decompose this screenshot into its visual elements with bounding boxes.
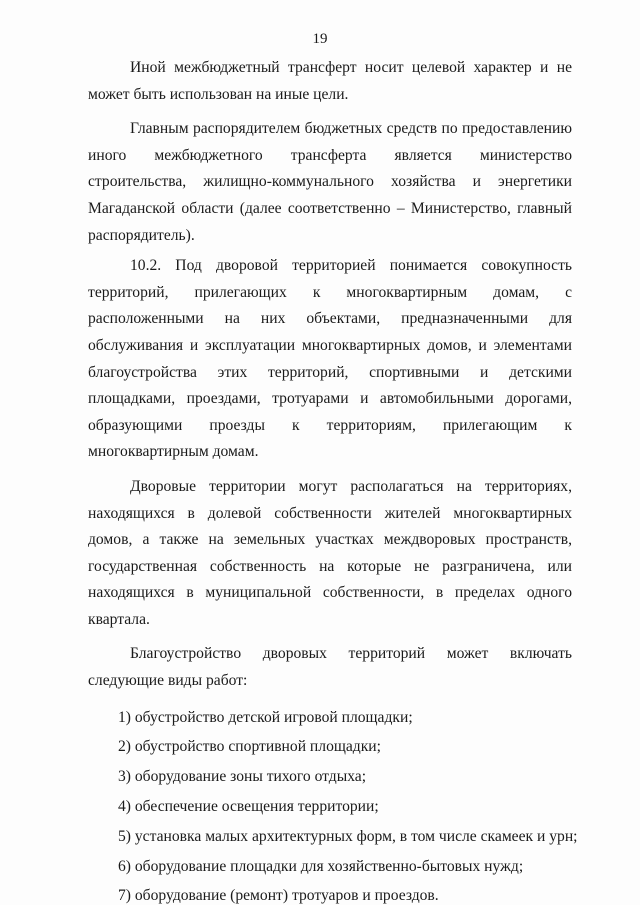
list-item: 2) обустройство спортивной площадки; [118,738,381,756]
list-item: 5) установка малых архитектурных форм, в том числе скамеек и урн; [118,827,578,845]
paragraph-main-administrator: Главным распорядителем бюджетных средств по предоставлению иного межбюджетного трансферта является министерство строительства, жилищно-коммунального хозяйства и энергетики Магаданской области (далее соответственно – Министерство, главный распорядитель). [88,120,572,244]
list-item: 6) оборудование площадки для хозяйственно-бытовых нужд; [118,857,524,875]
list-item: 3) оборудование зоны тихого отдыха; [118,768,367,786]
paragraph-transfer-purpose: Иной межбюджетный трансферт носит целевой характер и не может быть использован на иные цели. [88,59,572,103]
document-body [88,55,578,913]
list-item: 7) оборудование (ремонт) тротуаров и проездов. [118,887,439,905]
paragraph-courtyard-location: Дворовые территории могут располагаться на территориях, находящихся в долевой собственности жителей многоквартирных домов, а также на земельных участках междворовых пространств, государственная собственность на которые не разграничена, или находящихся в муниципальной собственности, в пределах одного квартала. [88,477,572,628]
list-item: 1) обустройство детской игровой площадки; [118,708,413,726]
paragraph-courtyard-definition: 10.2. Под дворовой территорией понимается совокупность территорий, прилегающих к многоквартирным домам, с расположенными на них объектами, предназначенными для обслуживания и эксплуатации многоквартирных домов, и элементами благоустройства этих территорий, спортивными и детскими площадками, проездами, тротуарами и автомобильными дорогами, образующими проезды к территориям, прилегающим к многоквартирным домам. [88,257,572,461]
page-number: 19 [312,31,328,47]
paragraph-works-intro: Благоустройство дворовых территорий может включать следующие виды работ: [88,645,572,690]
list-item: 4) обеспечение освещения территории; [118,798,379,815]
works-list [88,705,578,910]
